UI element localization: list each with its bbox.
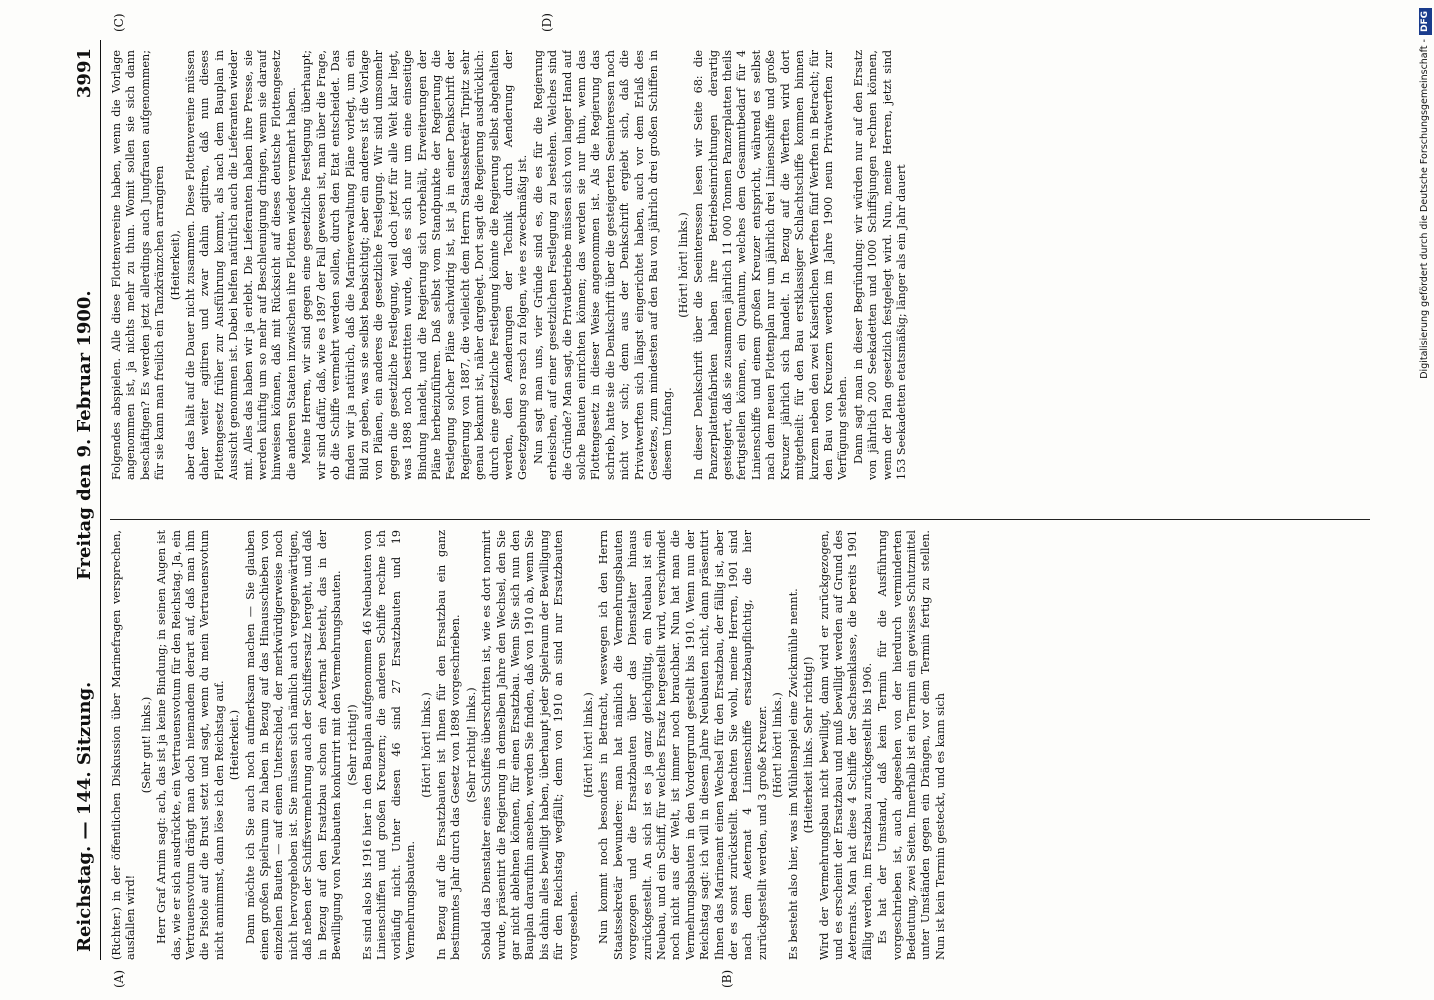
paragraph: (Richter.) in der öffentlichen Diskussion über Marinefragen versprechen, ausfallen wird! — [110, 530, 138, 960]
paragraph: Nun kommt noch besonders in Betracht, weswegen ich den Herrn Staatssekretär bewundere: man hat nämlich die Vermehrungsbauten vorgezogen und die Ersatzbauten über das Dienstalter hinaus zurückgestellt. An sich ist es ja ganz gleichgültig, ein Neubau ist ein Neubau, und ein Schiff, für welches Ersatz hergestellt wird, verschwindet noch nicht aus der Welt, ist immer noch brauchbar. Nun hat man die Vermehrungsbauten in den Vordergrund gestellt bis 1910. Wenn nun der Reichstag sagt: ich will in diesem Jahre Neubauten nicht, dann präsentirt Ihnen das Marineamt einen Wechsel für den Ersatzbau, der fällig ist, aber der es sonst zurückstellt. Beachten Sie wohl, meine Herren, 1901 sind nach dem Aeternat 4 Linienschiffe ersatzbaupflichtig, die hier zurückgestellt werden, und 3 große Kreuzer. — [597, 530, 769, 960]
margin-marker-d: (D) — [540, 13, 554, 32]
page-header — [70, 40, 101, 960]
paragraph: Es besteht also hier, was im Mühlenspiel eine Zwickmühle nennt. — [786, 588, 800, 960]
paragraph: Es sind also bis 1916 hier in den Bauplan aufgenommen 46 Neubauten von Linienschiffen und großen Kreuzern; die anderen Schiffe rechne ich vorläufig nicht. Unter diesen 46 sind 27 Ersatzbauten und 19 Vermehrungsbauten. — [360, 530, 418, 960]
credit-text: Digitalisierung gefördert durch die Deutsche Forschungsgemeinschaft - — [1419, 39, 1430, 379]
paragraph: (Sehr gut! links.) — [139, 696, 153, 794]
paragraph: (Sehr richtig! links.) — [464, 687, 478, 803]
header-date: Freitag den 9. Februar 1900. — [74, 290, 95, 580]
paragraph: aber das hält auf die Dauer nicht zusammen. Diese Flottenvereine müssen daher weiter agitiren und zwar dahin agitiren, daß nun dieses Flottengesetz früher zur Ausführung kommt, als nach dem Bauplan in Aussicht genommen ist. Dabei helfen natürlich auch die Lieferanten wieder mit. Alles das haben wir ja erlebt. Die Lieferanten haben ihre Presse, sie werden künftig um so mehr auf Beschleunigung dringen, wenn sie darauf hinweisen können, daß mit Rücksicht auf dieses deutsche Flottengesetz die anderen Staaten inzwischen ihre Flotten wieder vermehrt haben. — [184, 50, 298, 480]
right-column — [110, 50, 1400, 480]
paragraph: Folgendes abspielen. Alle diese Flottenvereine haben, wenn die Vorlage angenommen ist, ja nichts mehr zu thun. Womit sollen sie sich dann beschäftigen? Es werden jetzt allerdings auch Jungfrauen aufgenommen; für sie kann man freilich ein Tanzkränzchen arrangiren — [110, 50, 167, 480]
paragraph: (Hört! hört! links.) — [582, 692, 595, 798]
digitization-credit — [1416, 8, 1434, 992]
paragraph: In dieser Denkschrift über die Seeinteressen lesen wir Seite 68: die Panzerplattenfabriken haben ihre Betriebseinrichtungen derartig gesteigert, daß sie zusammen jährlich 11 000 Tonnen Panzerplatten theils fertigstellen können, ein Quantum, welches dem Gesammtbedarf für 4 Linienschiffe und einem großen Kreuzer entspricht, während es selbst nach dem neuen Flottenplan nur um jährlich drei Linienschiffe und große Kreuzer jährlich sich handelt. In Bezug auf die Werften wird dort mitgetheilt: für den Bau erstklassiger Schlachtschiffe kommen binnen kurzem neben den zwei Kaiserlichen Werften fünf Werften in Betracht; für den Bau von Kreuzern werden im Jahre 1900 neun Privatwerften zur Verfügung stehen. — [692, 50, 850, 480]
dfg-logo: DFG — [1419, 8, 1432, 35]
header-left: Reichstag. — 144. Sitzung. — [74, 681, 95, 952]
paragraph: (Hört! hört! links.) — [676, 212, 690, 318]
paragraph: Nun sagt man uns, vier Gründe sind es, die es für die Regierung erheischen, auf einer gesetzlichen Festlegung zu bestehen. Welches sind die Gründe? Man sagt, die Privatbetriebe müssen sich von langer Hand auf solche Bauten einrichten können; das werden sie nur thun, wenn das Flottengesetz in dieser Weise angenommen ist. Als die Regierung das schrieb, hatte sie die Denkschrift über die gesteigerten Seeinteressen noch nicht vor sich; denn aus der Denkschrift ergiebt sich, daß die Privatwerften sich längst eingerichtet haben, auch vor dem Erlaß des Gesetzes, zum mindesten auf den Bau von jährlich drei großen Schiffen in diesem Umfang. — [531, 50, 675, 480]
paragraph: Dann sagt man in dieser Begründung: wir würden nur auf den Ersatz von jährlich 200 Seekadetten und 1000 Schiffsjungen rechnen können, wenn der Plan gesetzlich festgelegt wird. Nun, meine Herren, jetzt sind 153 Seekadetten etatsmäßig; länger als ein Jahr dauert — [851, 50, 908, 480]
paragraph: Es hat der Umstand, daß kein Termin für die Ausführung vorgeschrieben ist, auch abgesehen von der hierdurch verminderten Bedeutung, zwei Seiten. Innerhalb ist ein Termin ein gewisses Schutzmittel unter Umständen gegen ein Drängen, vor dem Termin fertig zu stellen. Nun ist kein Termin gesteckt, und es kann sich — [876, 530, 947, 960]
paragraph: (Heiterkeit links. Sehr richtig!) — [802, 656, 816, 834]
paragraph: (Hört! hört! links.) — [419, 692, 433, 798]
margin-marker-b: (B) — [720, 969, 734, 988]
paragraph: (Heiterkeit.) — [228, 709, 242, 781]
paragraph: (Sehr richtig!) — [345, 704, 359, 786]
left-column — [110, 530, 1400, 960]
paragraph: Wird der Vermehrungsbau nicht bewilligt, dann wird er zurückgezogen, und es erscheint der Ersatzbau und muß bewilligt werden auf Grund des Aeternats. Man hat diese 4 Schiffe der Sachsenklasse, die bereits 1901 fällig werden, im Ersatzbau zurückgestellt bis 1906. — [817, 530, 874, 960]
margin-marker-c: (C) — [112, 13, 126, 32]
paragraph: Herr Graf Arnim sagt: ach, das ist ja keine Bindung; in seinen Augen ist das, wie er sich ausdrückte, ein Vertrauensvotum für den Reichstag. Ja, ein Vertrauensvotum drängt man doch niemandem derart auf, daß man ihm die Pistole auf die Brust setzt und sagt, wenn du mein Vertrauensvotum nicht annimmst, dann löse ich den Reichstag auf. — [155, 530, 226, 960]
page-number: 3991 — [74, 48, 95, 99]
paragraph: Sobald das Dienstalter eines Schiffes überschritten ist, wie es dort normirt wurde, präsentirt die Regierung in demselben Jahre den Wechsel, den Sie gar nicht ablehnen können, für einen Ersatzbau. Wenn Sie sich nun den Bauplan daraufhin ansehen, werden Sie finden, daß von 1910 ab, wenn Sie bis dahin alles bewilligt haben, überhaupt jeder Spielraum der Bewilligung für den Reichstag wegfällt; denn von 1910 an sind nur Ersatzbauten vorgesehen. — [480, 530, 580, 960]
paragraph: (Heiterkeit), — [168, 229, 182, 301]
paragraph: Dann möchte ich Sie auch noch aufmerksam machen — Sie glauben einen großen Spielraum zu haben in Bezug auf das Hinausschieben von einzelnen Bauten — auf einen Unterschied, der merkwürdigerweise noch nicht hervorgehoben ist. Sie müssen sich nämlich auch vergegenwärtigen, daß neben der Schiffsvermehrung auch der Schiffsersatz hergeht, und daß in Bezug auf den Ersatzbau schon ein Aeternat besteht, das in der Bewilligung von Neubauten konkurrirt mit den Vermehrungsbauten. — [243, 530, 344, 960]
paragraph: In Bezug auf die Ersatzbauten ist Ihnen für den Ersatzbau ein ganz bestimmtes Jahr durch das Gesetz von 1898 vorgeschrieben. — [434, 530, 463, 960]
column-divider — [110, 519, 1370, 520]
paragraph: (Hört! hört! links.) — [771, 692, 785, 798]
paragraph: Meine Herren, wir sind gegen eine gesetzliche Festlegung überhaupt; wir sind dafür, daß, wie es 1897 der Fall gewesen ist, man über die Frage, ob die Schiffe vermehrt werden sollen, durch den Etat entscheidet. Das finden wir ja natürlich, daß die Marineverwaltung Pläne vorlegt, um ein Bild zu geben, was sie selbst beabsichtigt; aber ein anderes ist die Vorlage von Plänen, ein anderes die gesetzliche Festlegung. Wir sind umsomehr gegen die gesetzliche Festlegung, weil doch jetzt für alle Welt klar liegt, was 1898 noch bestritten wurde, daß es sich nur um eine einseitige Bindung handelt, und die Regierung sich vorbehält, Erweiterungen der Pläne herbeizuführen. Daß selbst vom Standpunkte der Regierung die Festlegung solcher Pläne sachwidrig ist, ist ja in einer Denkschrift der Regierung von 1887, die vielleicht dem Herrn Staatssekretär Tirpitz sehr genau bekannt ist, näher dargelegt. Dort sagt die Regierung ausdrücklich: durch eine gesetzliche Festlegung könnte die Regierung selbst abgehalten werden, den Aenderungen der Technik durch Aenderung der Gesetzgebung so rasch zu folgen, wie es zweckmäßig ist. — [300, 50, 530, 480]
margin-marker-a: (A) — [112, 969, 126, 988]
